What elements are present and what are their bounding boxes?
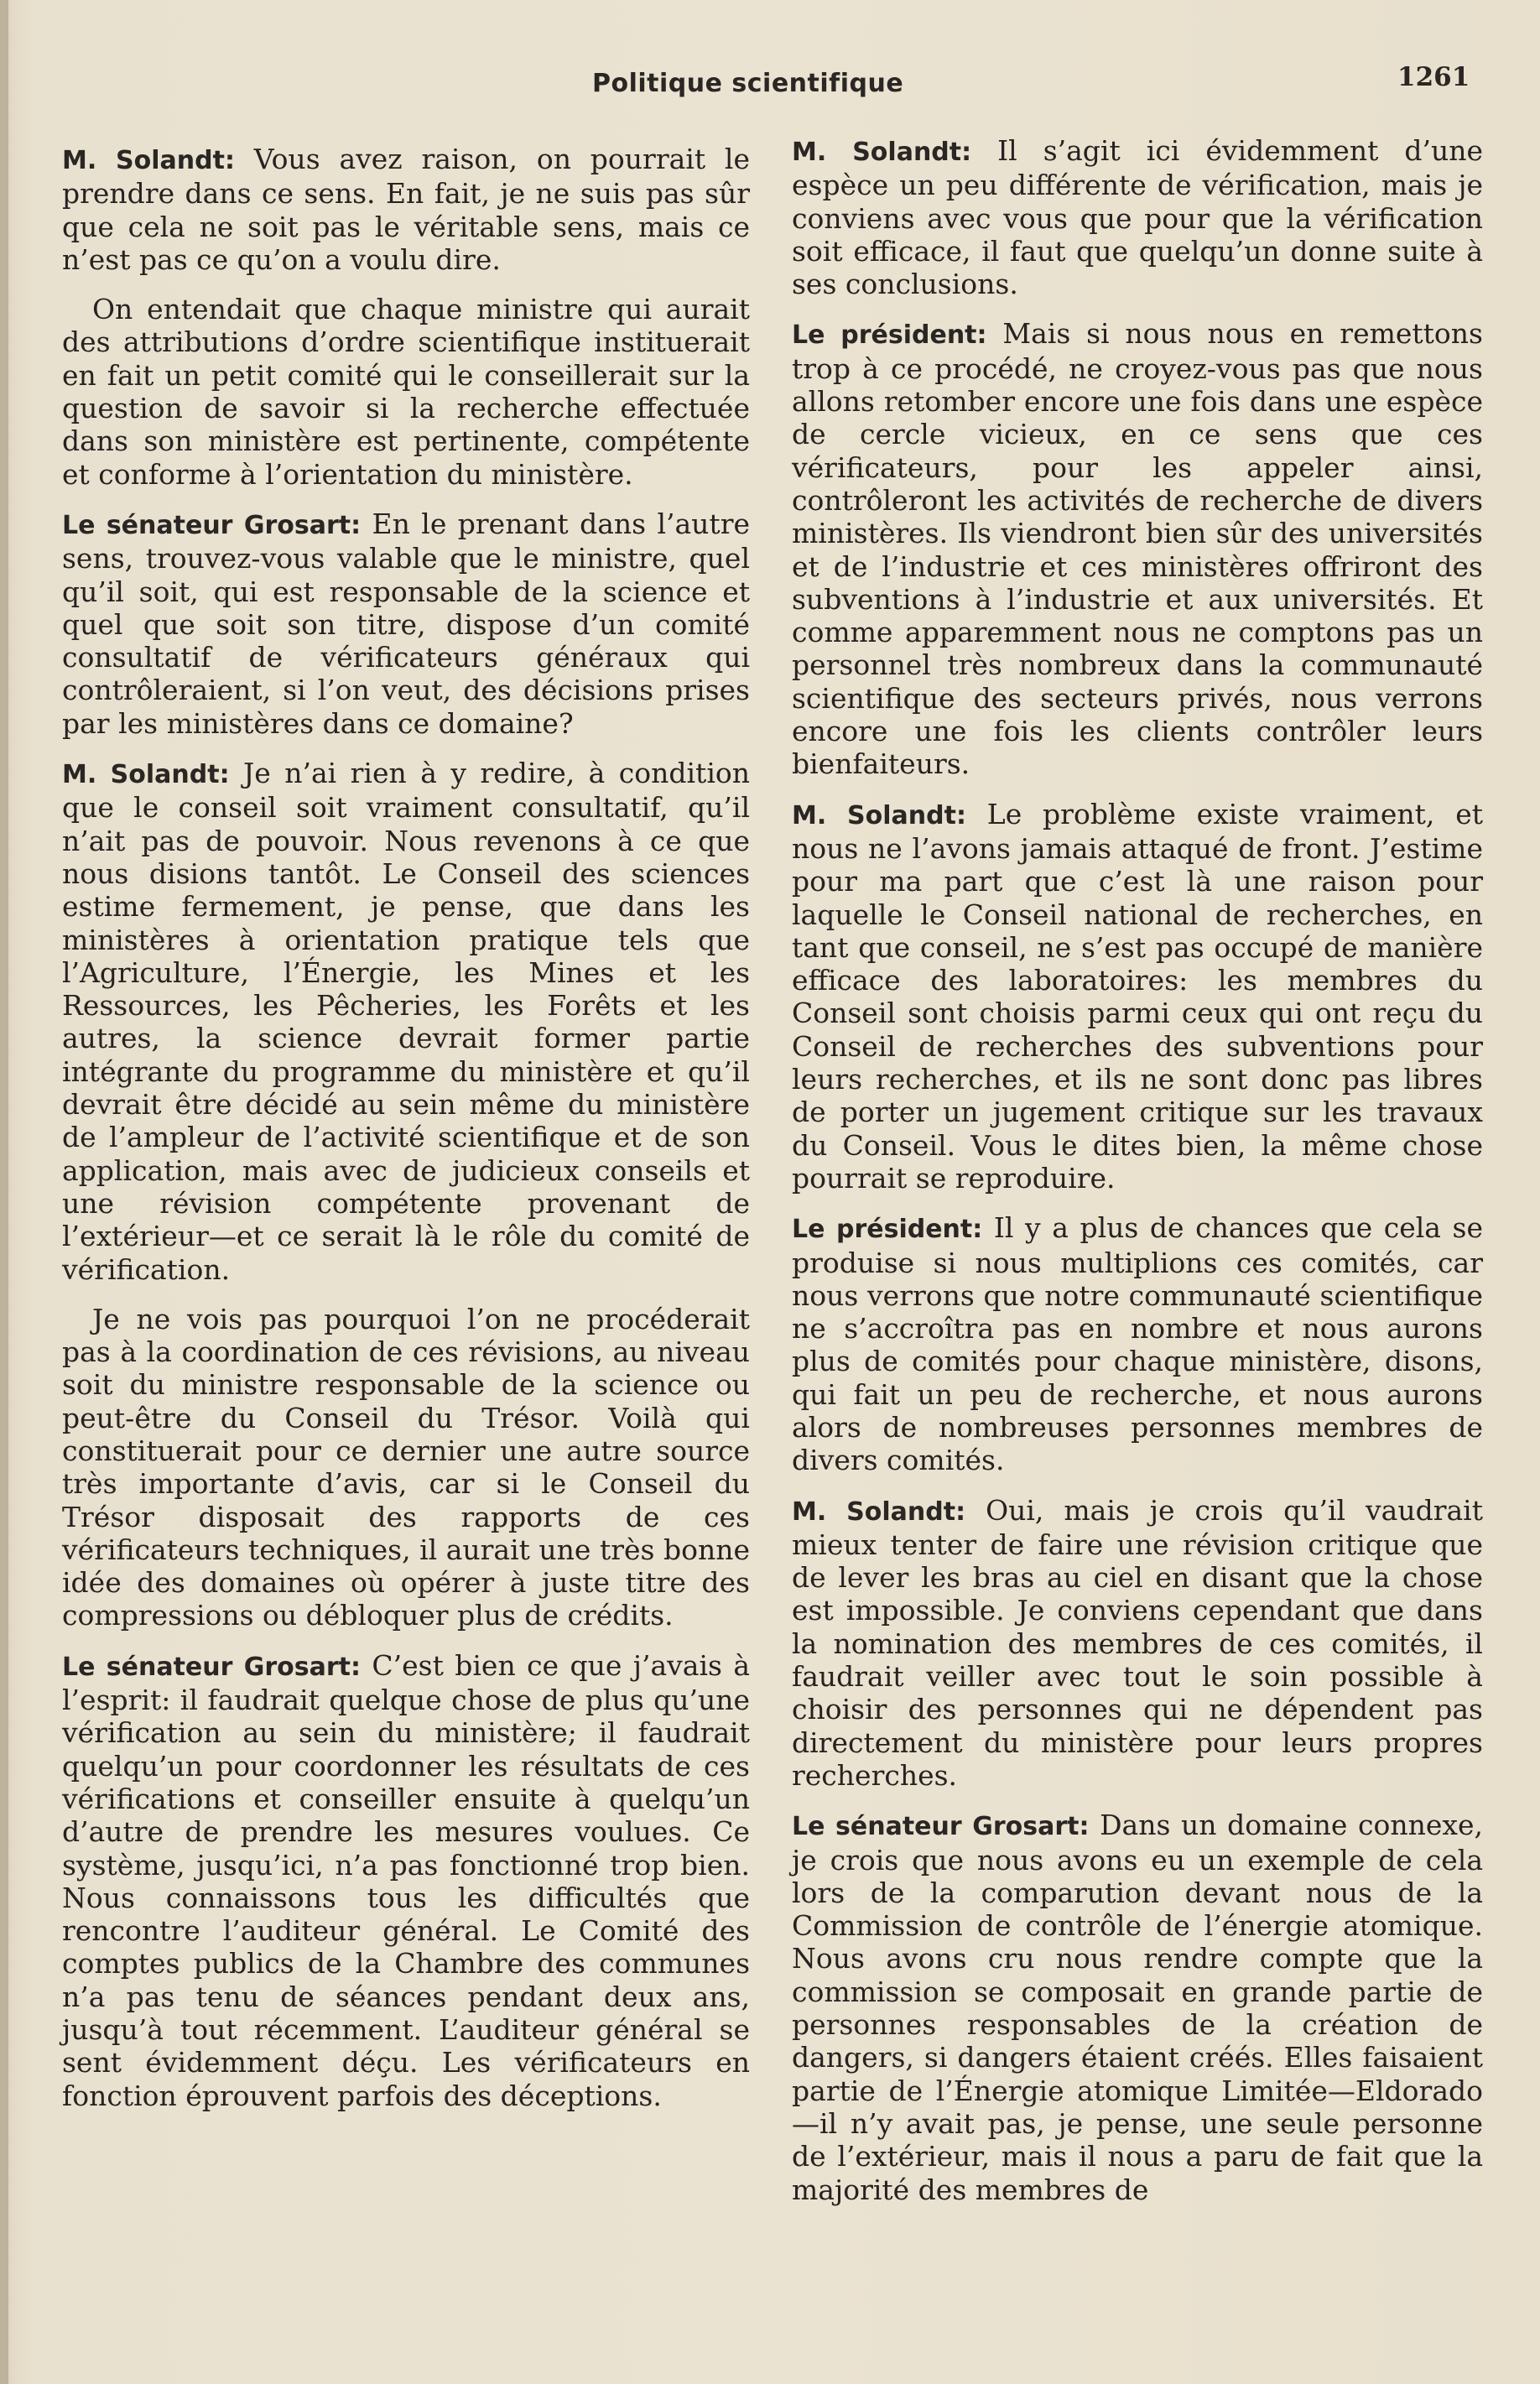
speaker-label: M. Solandt: bbox=[62, 146, 235, 175]
paragraph-text: Dans un domaine connexe, je crois que nous avons eu un exemple de cela lors de la comparution devant nous de la Commission de contrôle de l’énergie atomique. Nous avons cru nous rendre compte que la commission se composait en grande partie de personnes responsables de la création de dangers, si dangers étaient créés. Elles faisaient partie de l’Énergie atomique Limitée—Eldorado—il n’y avait pas, je pense, une seule personne de l’extérieur, mais il nous a paru de fait que la majorité des membres de bbox=[792, 1809, 1483, 2206]
speaker-label: Le président: bbox=[792, 1215, 983, 1245]
page-number: 1261 bbox=[1397, 62, 1470, 92]
running-head: Politique scientifique bbox=[592, 69, 904, 98]
paragraph-text: On entendait que chaque ministre qui aurait des attributions d’ordre scientifique instituerait en fait un petit comité qui le conseillerait sur la question de savoir si la recherche effectuée dans son ministère est pertinente, compétente et conforme à l’orientation du ministère. bbox=[62, 293, 750, 491]
paragraph bbox=[792, 1494, 1483, 1793]
speaker-label: M. Solandt: bbox=[792, 800, 966, 830]
paragraph bbox=[62, 757, 750, 1286]
speaker-label: M. Solandt: bbox=[792, 138, 972, 167]
paragraph bbox=[792, 134, 1483, 300]
paragraph bbox=[62, 143, 750, 276]
paragraph bbox=[62, 293, 750, 491]
paragraph-text: En le prenant dans l’autre sens, trouvez-vous valable que le ministre, quel qu’il soit, qui est responsable de la science et quel que soit son titre, dispose d’un comité consultatif de vérificateurs généraux qui contrôleraient, si l’on veut, des décisions prises par les ministères dans ce domaine? bbox=[62, 507, 750, 740]
paragraph-text: Mais si nous nous en remettons trop à ce procédé, ne croyez-vous pas que nous allons retomber encore une fois dans une espèce de cercle vicieux, en ce sens que ces vérificateurs, pour les appeler ainsi, contrôleront les activités de recherche de divers ministères. Ils viendront bien sûr des universités et de l’industrie et ces ministères offriront des subventions à l’industrie et aux universités. Et comme apparemment nous ne comptons pas un personnel très nombreux dans la communauté scientifique des secteurs privés, nous verrons encore une fois les clients contrôler leurs bienfaiteurs. bbox=[792, 317, 1483, 781]
paragraph bbox=[62, 1303, 750, 1632]
paragraph-text: Le problème existe vraiment, et nous ne l’avons jamais attaqué de front. J’estime pour ma part que c’est là une raison pour laquelle le Conseil national de recherches, en tant que conseil, ne s’est pas occupé de manière efficace des laboratoires: les membres du Conseil sont choisis parmi ceux qui ont reçu du Conseil de recherches des subventions pour leurs recherches, et ils ne sont donc pas libres de porter un jugement critique sur les travaux du Conseil. Vous le dites bien, la même chose pourrait se reproduire. bbox=[792, 797, 1483, 1195]
paragraph bbox=[792, 1809, 1483, 2206]
paragraph-text: C’est bien ce que j’avais à l’esprit: il faudrait quelque chose de plus qu’une vérification au sein du ministère; il faudrait quelqu’un pour coordonner les résultats de ces vérifications et conseiller ensuite à quelqu’un d’autre de prendre les mesures voulues. Ce système, jusqu’ici, n’a pas fonctionné trop bien. Nous connaissons tous les difficultés que rencontre l’auditeur général. Le Comité des comptes publics de la Chambre des communes n’a pas tenu de séances pendant deux ans, jusqu’à tout récemment. L’auditeur général se sent évidemment déçu. Les vérificateurs en fonction éprouvent parfois des déceptions. bbox=[62, 1648, 750, 2112]
speaker-label: Le président: bbox=[792, 320, 987, 351]
paragraph bbox=[792, 317, 1483, 780]
paragraph bbox=[62, 1649, 750, 2112]
binding-gutter bbox=[0, 0, 8, 2384]
speaker-label: Le sénateur Grosart: bbox=[62, 1652, 362, 1682]
speaker-label: M. Solandt: bbox=[792, 1497, 966, 1527]
right-column bbox=[792, 134, 1483, 2223]
paragraph bbox=[62, 508, 750, 740]
speaker-label: Le sénateur Grosart: bbox=[62, 510, 362, 540]
paragraph-text: Je n’ai rien à y redire, à condition que le conseil soit vraiment consultatif, qu’il n’ait pas de pouvoir. Nous revenons à ce que nous disions tantôt. Le Conseil des sciences estime fermement, je pense, que dans les ministères à orientation pratique tels que l’Agriculture, l’Énergie, les Mines et les Ressources, les Pêcheries, les Forêts et les autres, la science devrait former partie intégrante du programme du ministère et qu’il devrait être décidé au sein même du ministère de l’ampleur de l’activité scientifique et de son application, mais avec de judicieux conseils et une révision compétente provenant de l’extérieur—et ce serait là le rôle du comité de vérification. bbox=[62, 757, 750, 1286]
paragraph-text: Il s’agit ici évidemment d’une espèce un peu différente de vérification, mais je conviens avec vous que pour que la vérification soit efficace, il faut que quelqu’un donne suite à ses conclusions. bbox=[792, 134, 1483, 301]
paragraph bbox=[792, 1211, 1483, 1476]
paragraph-text: Je ne vois pas pourquoi l’on ne procéderait pas à la coordination de ces révisions, au niveau soit du ministre responsable de la science ou peut-être du Conseil du Trésor. Voilà qui constituerait pour ce dernier une autre source très importante d’avis, car si le Conseil du Trésor disposait des rapports de ces vérificateurs techniques, il aurait une très bonne idée des domaines où opérer à juste titre des compressions ou débloquer plus de crédits. bbox=[62, 1302, 750, 1632]
paragraph-text: Vous avez raison, on pourrait le prendre dans ce sens. En fait, je ne suis pas sûr que cela ne soit pas le véritable sens, mais ce n’est pas ce qu’on a voulu dire. bbox=[62, 143, 750, 276]
left-column bbox=[62, 143, 750, 2129]
paragraph bbox=[792, 798, 1483, 1195]
paragraph-text: Il y a plus de chances que cela se produise si nous multiplions ces comités, car nous verrons que notre communauté scientifique ne s’accroîtra pas en nombre et nous aurons plus de comités pour chaque ministère, disons, qui fait un peu de recherche, et nous aurons alors de nombreuses personnes membres de divers comités. bbox=[792, 1211, 1483, 1477]
speaker-label: M. Solandt: bbox=[62, 760, 230, 790]
speaker-label: Le sénateur Grosart: bbox=[792, 1812, 1090, 1842]
paragraph-text: Oui, mais je crois qu’il vaudrait mieux tenter de faire une révision critique que de lever les bras au ciel en disant que la chose est impossible. Je conviens cependant que dans la nomination des membres de ces comités, il faudrait veiller avec tout le soin possible à choisir des personnes qui ne dépendent pas directement du ministère pour leurs propres recherches. bbox=[792, 1493, 1483, 1792]
